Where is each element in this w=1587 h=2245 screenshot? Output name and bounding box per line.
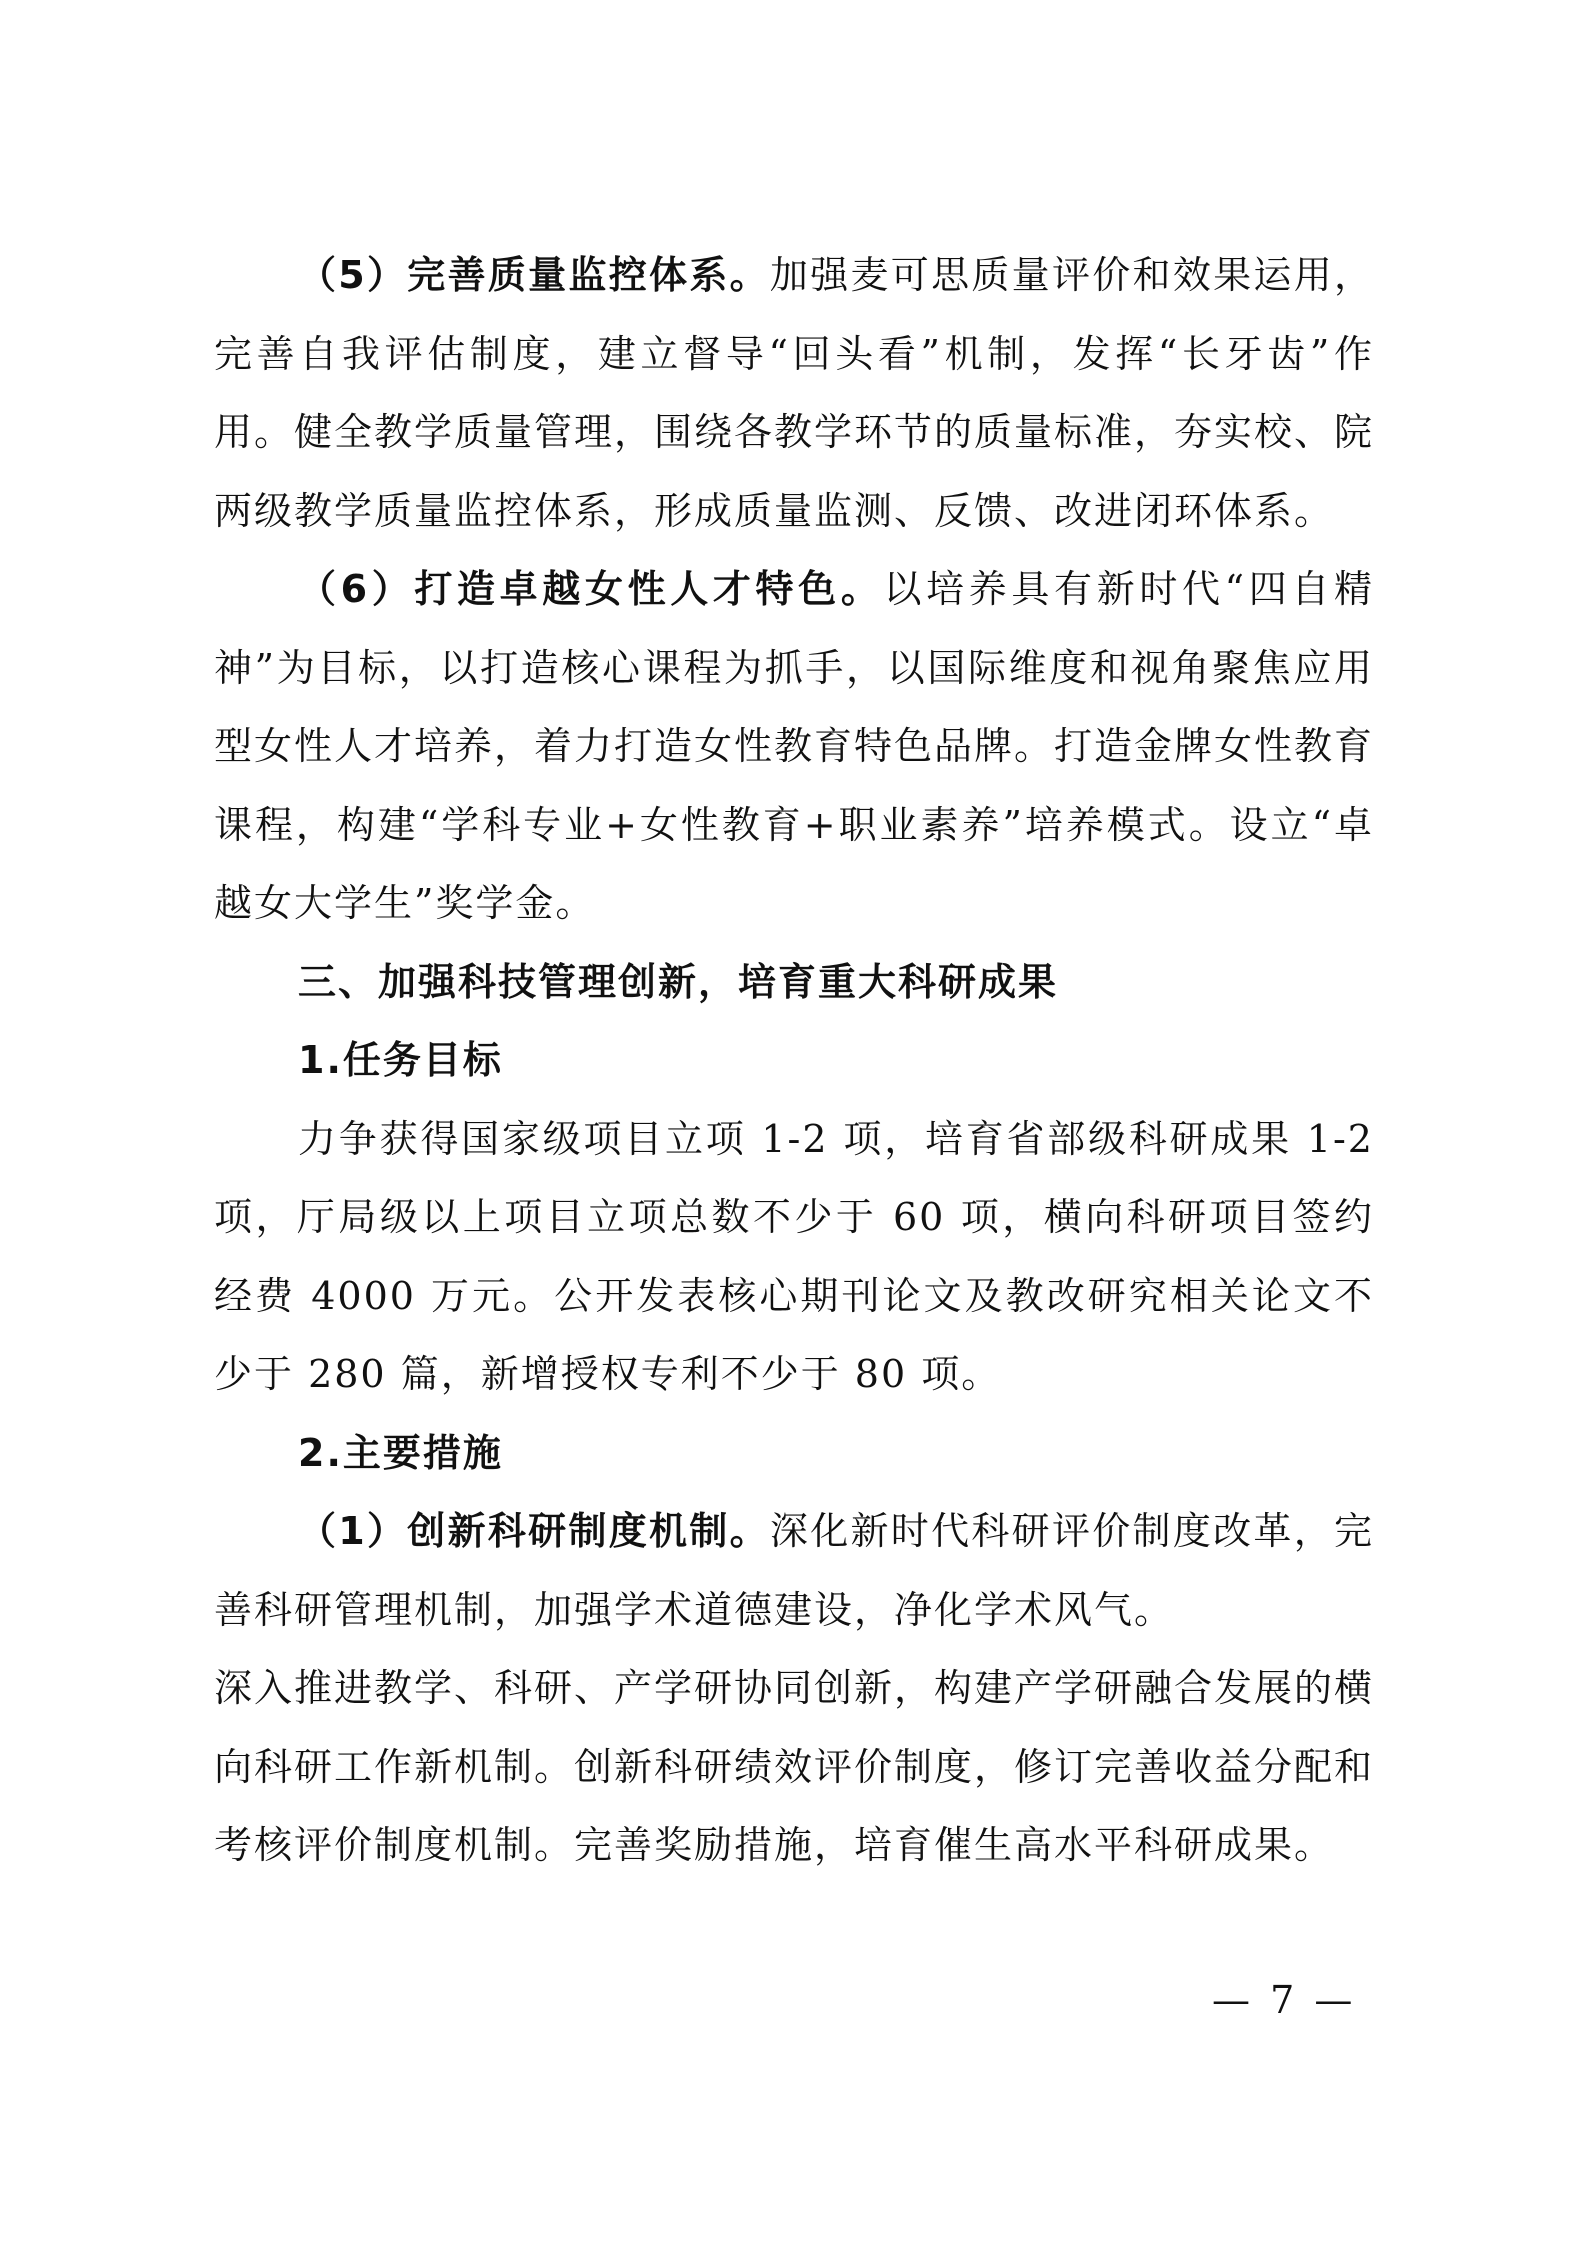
- section-heading: 三、加强科技管理创新，培育重大科研成果: [298, 959, 1059, 1004]
- paragraph-task-goals: 力争获得国家级项目立项 1-2 项，培育省部级科研成果 1-2 项，厅局级以上项目立项总数不少于 60 项，横向科研项目签约经费 4000 万元。公开发表核心期刊论文及教改研究相关论文不少于 280 篇，新增授权专利不少于 80 项。: [214, 1116, 1374, 1396]
- paragraph-research-continued: 深入推进教学、科研、产学研协同创新，构建产学研融合发展的横向科研工作新机制。创新科研绩效评价制度，修订完善收益分配和考核评价制度机制。完善奖励措施，培育催生高水平科研成果。: [214, 1666, 1375, 1867]
- subsection-heading-task: 1.任务目标: [298, 1038, 503, 1082]
- page-number: — 7 —: [1212, 1978, 1357, 2022]
- paragraph-lead: （6）打造卓越女性人才特色。: [298, 567, 884, 611]
- paragraph-research-system: [214, 1492, 1374, 1649]
- paragraph-text: 深化新时代科研评价制度改革，完善科研管理机制，加强学术道德建设，净化学术风气。: [214, 1509, 1374, 1632]
- subsection-heading-measures: 2.主要措施: [298, 1430, 503, 1475]
- paragraph-lead: （1）创新科研制度机制。: [298, 1509, 770, 1553]
- paragraph-quality-monitoring: [214, 236, 1374, 550]
- body-text: [214, 236, 1374, 1885]
- paragraph-female-talent: [214, 550, 1374, 943]
- paragraph-text: 加强麦可思质量评价和效果运用，完善自我评估制度，建立督导“回头看”机制，发挥“长牙齿”作用。健全教学质量管理，围绕各教学环节的质量标准，夯实校、院两级教学质量监控体系，形成质量监测、反馈、改进闭环体系。: [214, 253, 1375, 533]
- paragraph-lead: （5）完善质量监控体系。: [298, 253, 770, 297]
- paragraph-text: 以培养具有新时代“四自精神”为目标，以打造核心课程为抓手，以国际维度和视角聚焦应用型女性人才培养，着力打造女性教育特色品牌。打造金牌女性教育课程，构建“学科专业+女性教育+职业素养”培养模式。设立“卓越女大学生”奖学金。: [214, 567, 1375, 925]
